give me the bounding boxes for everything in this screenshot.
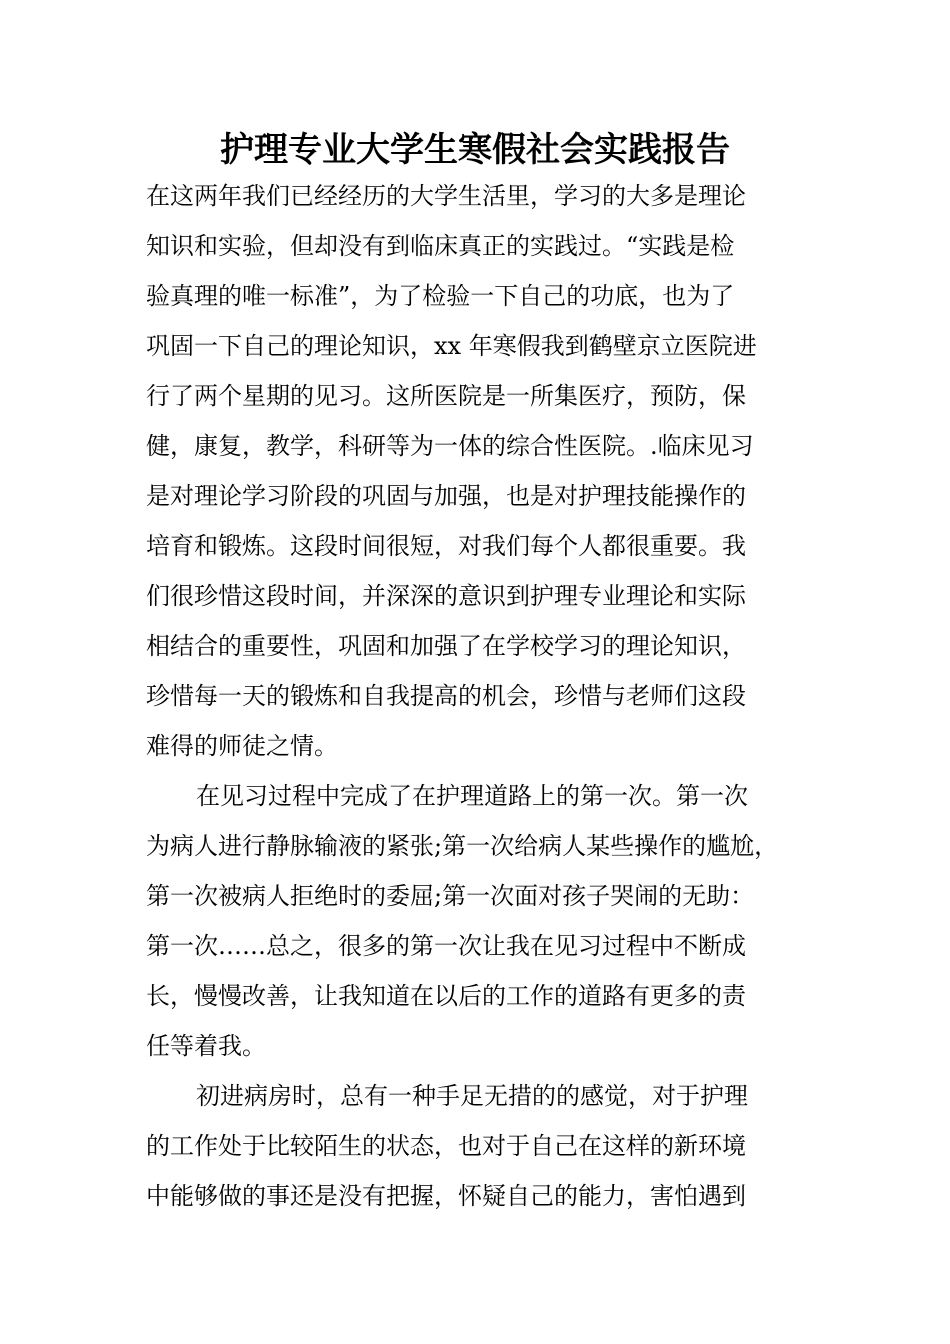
body-line: 长，慢慢改善，让我知道在以后的工作的道路有更多的责 [146,982,746,1010]
paragraph-first-line: 在见习过程中完成了在护理道路上的第一次。第一次 [196,782,748,810]
body-line: 验真理的唯一标准”，为了检验一下自己的功底，也为了 [146,282,735,310]
body-line: 知识和实验，但却没有到临床真正的实践过。“实践是检 [146,232,735,260]
body-line: 为病人进行静脉输液的紧张;第一次给病人某些操作的尴尬， [146,832,779,860]
body-line: 是对理论学习阶段的巩固与加强，也是对护理技能操作的 [146,482,746,510]
body-line: 任等着我。 [146,1032,266,1060]
paragraph-first-line: 初进病房时，总有一种手足无措的的感觉，对于护理 [196,1082,748,1110]
document-title: 护理专业大学生寒假社会实践报告 [220,130,730,170]
body-line: 行了两个星期的见习。这所医院是一所集医疗，预防，保 [146,382,746,410]
body-line: 巩固一下自己的理论知识，xx 年寒假我到鹤壁京立医院进 [146,332,757,360]
body-line: 们很珍惜这段时间，并深深的意识到护理专业理论和实际 [146,582,746,610]
body-line: 第一次被病人拒绝时的委屈;第一次面对孩子哭闹的无助： [146,882,755,910]
body-line: 相结合的重要性，巩固和加强了在学校学习的理论知识， [146,632,746,660]
body-line: 在这两年我们已经经历的大学生活里，学习的大多是理论 [146,182,746,210]
body-line: 的工作处于比较陌生的状态，也对于自己在这样的新环境 [146,1132,746,1160]
body-line: 珍惜每一天的锻炼和自我提高的机会，珍惜与老师们这段 [146,682,746,710]
body-line: 培育和锻炼。这段时间很短，对我们每个人都很重要。我 [146,532,746,560]
body-line: 第一次……总之，很多的第一次让我在见习过程中不断成 [146,932,746,960]
body-line: 难得的师徒之情。 [146,732,338,760]
body-line: 健，康复，教学，科研等为一体的综合性医院。.临床见习 [146,432,754,460]
body-line: 中能够做的事还是没有把握，怀疑自己的能力，害怕遇到 [146,1182,746,1210]
